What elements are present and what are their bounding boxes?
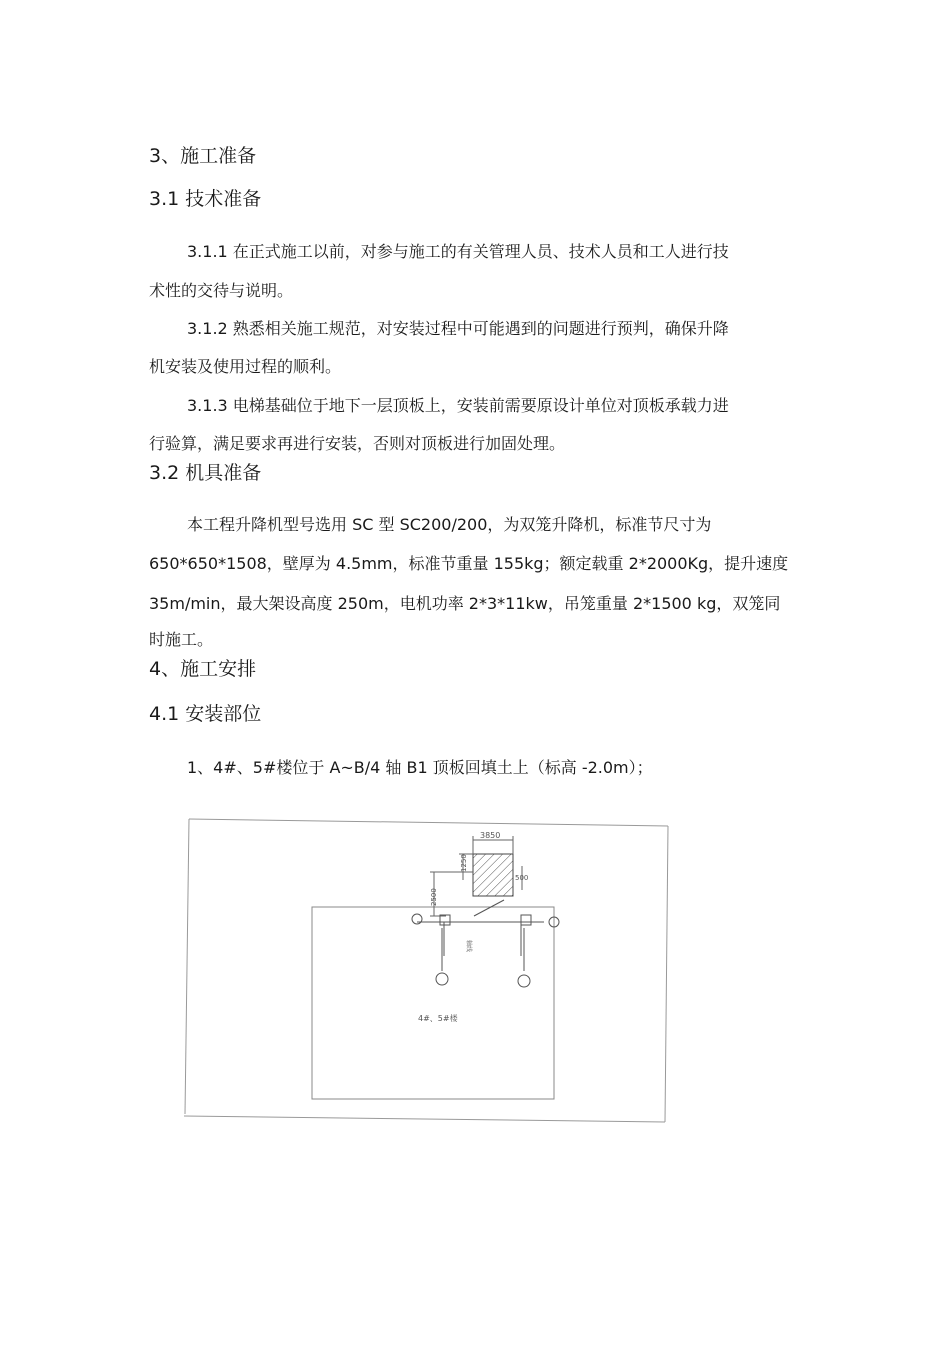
- paragraph-4-1-line-1: 1、4#、5#楼位于 A~B/4 轴 B1 顶板回填土上（标高 -2.0m）；: [187, 758, 653, 777]
- paragraph-3-1-3-line-2: 行验算，满足要求再进行安装，否则对顶板进行加固处理。: [149, 434, 566, 453]
- site-plan-figure: [184, 816, 670, 1126]
- elevator-foundation: [473, 854, 513, 896]
- section-4-heading: 4、施工安排: [149, 658, 257, 680]
- dim-label-top: 3850: [480, 831, 501, 840]
- section-3-heading: 3、施工准备: [149, 145, 257, 167]
- dim-label-right: 500: [515, 874, 529, 882]
- paragraph-3-2-line-4: 时施工。: [149, 630, 214, 649]
- paragraph-3-1-3-line-1: 3.1.3 电梯基础位于地下一层顶板上，安装前需要原设计单位对顶板承载力进: [187, 396, 729, 415]
- building-label: 4#、5#楼: [418, 1014, 458, 1023]
- paragraph-3-2-line-2: 650*650*1508，壁厚为 4.5mm，标准节重量 155kg；额定载重 2*2000Kg，提升速度: [149, 554, 789, 573]
- paragraph-3-1-1-line-2: 术性的交待与说明。: [149, 281, 294, 300]
- site-plan-drawing: [184, 816, 670, 1126]
- axis-label: 轴线: [465, 940, 472, 953]
- figure-frame: [184, 819, 668, 1122]
- section-3-1-heading: 3.1 技术准备: [149, 188, 262, 210]
- paragraph-3-2-line-1: 本工程升降机型号选用 SC 型 SC200/200，为双笼升降机，标准节尺寸为: [187, 515, 712, 534]
- building-outline: [312, 907, 554, 1099]
- paragraph-3-1-2-line-1: 3.1.2 熟悉相关施工规范，对安装过程中可能遇到的问题进行预判，确保升降: [187, 319, 729, 338]
- paragraph-3-2-line-3: 35m/min，最大架设高度 250m，电机功率 2*3*11kw，吊笼重量 2*1500 kg，双笼同: [149, 594, 781, 613]
- paragraph-3-1-2-line-2: 机安装及使用过程的顺利。: [149, 357, 342, 376]
- paragraph-3-1-1-line-1: 3.1.1 在正式施工以前，对参与施工的有关管理人员、技术人员和工人进行技: [187, 242, 729, 261]
- dim-label-left-upper: 1250: [460, 854, 468, 872]
- dim-label-left-lower: 2500: [430, 888, 438, 906]
- section-3-2-heading: 3.2 机具准备: [149, 462, 262, 484]
- section-4-1-heading: 4.1 安装部位: [149, 703, 262, 725]
